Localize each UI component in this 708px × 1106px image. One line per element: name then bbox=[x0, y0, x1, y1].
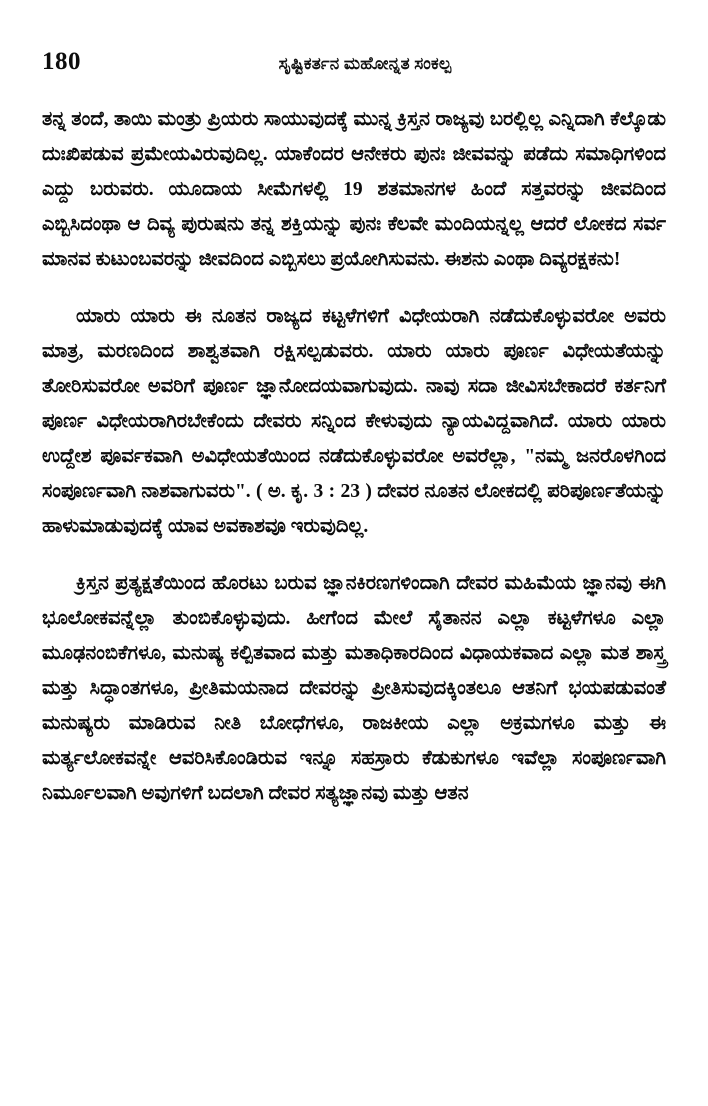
paragraph: ಯಾರು ಯಾರು ಈ ನೂತನ ರಾಜ್ಯದ ಕಟ್ಟಳೆಗಳಿಗೆ ವಿಧೇಯರಾಗಿ ನಡೆದುಕೊಳ್ಳುವರೋ ಅವರು ಮಾತ್ರ, ಮರಣದಿಂದ ಶಾಶ್ವತವಾಗಿ ರಕ್ಷಿಸಲ್ಪಡುವರು. ಯಾರು ಯಾರು ಪೂರ್ಣ ವಿಧೇಯತೆಯನ್ನು ತೋರಿಸುವರೋ ಅವರಿಗೆ ಪೂರ್ಣ ಜ್ಞಾನೋದಯವಾಗುವುದು. ನಾವು ಸದಾ ಜೀವಿಸಬೇಕಾದರೆ ಕರ್ತನಿಗೆ ಪೂರ್ಣ ವಿಧೇಯರಾಗಿರಬೇಕೆಂದು ದೇವರು ಸನ್ನಿಂದ ಕೇಳುವುದು ನ್ಯಾಯವಿದ್ದವಾಗಿದೆ. ಯಾರು ಯಾರು ಉದ್ದೇಶ ಪೂರ್ವಕವಾಗಿ ಅವಿಧೇಯತೆಯಿಂದ ನಡೆದುಕೊಳ್ಳುವರೋ ಅವರೆಲ್ಲಾ, "ನಮ್ಮ ಜನರೊಳಗಿಂದ ಸಂಪೂರ್ಣವಾಗಿ ನಾಶವಾಗುವರು". ( ಅ. ಕೃ. 3 : 23 ) ದೇವರ ನೂತನ ಲೋಕದಲ್ಲಿ ಪರಿಪೂರ್ಣತೆಯನ್ನು ಹಾಳುಮಾಡುವುದಕ್ಕೆ ಯಾವ ಅವಕಾಶವೂ ಇರುವುದಿಲ್ಲ. bbox=[42, 306, 666, 537]
page-number: 180 bbox=[42, 48, 81, 75]
page-body bbox=[42, 102, 666, 811]
paragraph: ಕ್ರಿಸ್ತನ ಪ್ರತ್ಯಕ್ಷತೆಯಿಂದ ಹೊರಟು ಬರುವ ಜ್ಞಾನಕಿರಣಗಳಿಂದಾಗಿ ದೇವರ ಮಹಿಮೆಯ ಜ್ಞಾನವು ಈಗಿ ಭೂಲೋಕವನ್ನೆಲ್ಲಾ ತುಂಬಿಕೊಳ್ಳುವುದು. ಹೀಗೆಂದ ಮೇಲೆ ಸೈತಾನನ ಎಲ್ಲಾ ಕಟ್ಟಳೆಗಳೂ ಎಲ್ಲಾ ಮೂಢನಂಬಿಕೆಗಳೂ, ಮನುಷ್ಯ ಕಲ್ಪಿತವಾದ ಮತ್ತು ಮತಾಧಿಕಾರದಿಂದ ವಿಧಾಯಕವಾದ ಎಲ್ಲಾ ಮತ ಶಾಸ್ತ್ರ ಮತ್ತು ಸಿದ್ಧಾಂತಗಳೂ, ಪ್ರೀತಿಮಯನಾದ ದೇವರನ್ನು ಪ್ರೀತಿಸುವುದಕ್ಕಿಂತಲೂ ಆತನಿಗೆ ಭಯಪಡುವಂತೆ ಮನುಷ್ಯರು ಮಾಡಿರುವ ನೀತಿ ಬೋಧೆಗಳೂ, ರಾಜಕೀಯ ಎಲ್ಲಾ ಅಕ್ರಮಗಳೂ ಮತ್ತು ಈ ಮರ್ತ್ಯಲೋಕವನ್ನೇ ಆವರಿಸಿಕೊಂಡಿರುವ ಇನ್ನೂ ಸಹಸ್ರಾರು ಕೆಡುಕುಗಳೂ ಇವೆಲ್ಲಾ ಸಂಪೂರ್ಣವಾಗಿ ನಿರ್ಮೂಲವಾಗಿ ಅವುಗಳಿಗೆ ಬದಲಾಗಿ ದೇವರ ಸತ್ಯಜ್ಞಾನವು ಮತ್ತು ಆತನ bbox=[42, 573, 666, 804]
page-header bbox=[42, 48, 666, 84]
running-head: ಸೃಷ್ಟಿಕರ್ತನ ಮಹೋನ್ನತ ಸಂಕಲ್ಪ bbox=[278, 54, 452, 73]
paragraph: ತನ್ನ ತಂದೆ, ತಾಯಿ ಮಂತ್ರು ಪ್ರಿಯರು ಸಾಯುವುದಕ್ಕೆ ಮುನ್ನ ಕ್ರಿಸ್ತನ ರಾಜ್ಯವು ಬರಲ್ಲಿಲ್ಲ ಎನ್ನಿದಾಗಿ ಕೆಲ್ಕೊಡು ದುಃಖಿಪಡುವ ಪ್ರಮೇಯವಿರುವುದಿಲ್ಲ. ಯಾಕೆಂದರ ಆನೇಕರು ಪುನಃ ಜೀವವನ್ನು ಪಡೆದು ಸಮಾಧಿಗಳಿಂದ ಎದ್ದು ಬರುವರು. ಯೂದಾಯ ಸೀಮೆಗಳಲ್ಲಿ 19 ಶತಮಾನಗಳ ಹಿಂದೆ ಸತ್ತವರನ್ನು ಜೀವದಿಂದ ಎಬ್ಬಿಸಿದಂಥಾ ಆ ದಿವ್ಯ ಪುರುಷನು ತನ್ನ ಶಕ್ತಿಯನ್ನು ಪುನಃ ಕೆಲವೇ ಮಂದಿಯನ್ನಲ್ಲ ಆದರೆ ಲೋಕದ ಸರ್ವ ಮಾನವ ಕುಟುಂಬವರನ್ನು ಜೀವದಿಂದ ಎಬ್ಬಿಸಲು ಪ್ರಯೋಗಿಸುವನು. ಈಶನು ಎಂಥಾ ದಿವ್ಯರಕ್ಷಕನು! bbox=[42, 109, 666, 270]
